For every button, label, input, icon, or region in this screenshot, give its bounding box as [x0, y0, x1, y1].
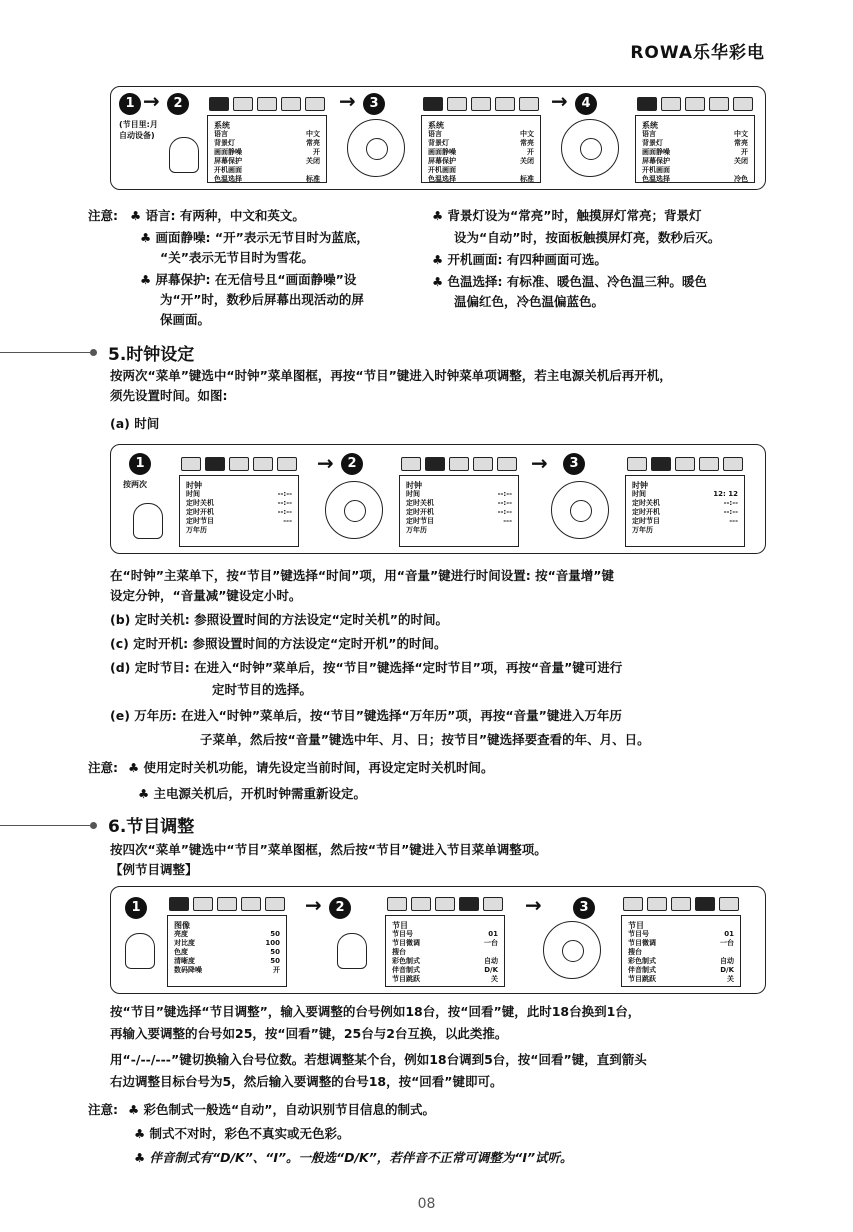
remote-icon: [347, 119, 405, 177]
arrow-icon: →: [525, 893, 542, 917]
note-item: “关”表示无节目时为雪花。: [160, 250, 314, 265]
hand-icon: [169, 137, 199, 173]
note-item: 保画面。: [160, 312, 211, 327]
arrow-icon: →: [531, 451, 548, 475]
step-2-icon: 2: [329, 897, 351, 919]
brand-logo: ROWA乐华彩电: [630, 43, 765, 63]
arrow-icon: →: [143, 89, 160, 113]
menu-screen-3: 节目 节目号 节目微调 搜台 彩色制式 伴音制式 节目跳跃 01 一台 自动 D/K 关: [621, 915, 741, 987]
arrow-icon: →: [339, 89, 356, 113]
note-item: ♣ 伴音制式有“D/K”、“I”。一般选“D/K”，若伴音不正常可调整为“I”试听。: [134, 1150, 573, 1165]
paragraph: (b) 定时关机: 参照设置时间的方法设定“定时关机”的时间。: [110, 612, 449, 627]
paragraph: 在“时钟”主菜单下，按“节目”键选择“时间”项，用“音量”键进行时间设置: 按“音量增”键: [110, 568, 615, 583]
step-3-icon: 3: [563, 453, 585, 475]
paragraph: 右边调整目标台号为5，然后输入要调整的台号18，按“回看”键即可。: [110, 1074, 503, 1089]
clock-menu-panel: [110, 444, 766, 554]
menu-icons: [637, 97, 753, 111]
step-3-icon: 3: [573, 897, 595, 919]
note-item: ♣ 开机画面: 有四种画面可选。: [432, 252, 607, 267]
section-5-title: 5.时钟设定: [108, 345, 195, 365]
menu-screen-1: 图像 亮度 对比度 色度 清晰度 数码降噪 50 100 50 50 开: [167, 915, 287, 987]
step-3-icon: 3: [363, 93, 385, 115]
step-1-icon: 1: [119, 93, 141, 115]
arrow-icon: →: [317, 451, 334, 475]
program-menu-panel: [110, 886, 766, 994]
section-dot-icon: [90, 822, 97, 829]
menu-screen-3: 时钟 时间 定时关机 定时开机 定时节目 万年历 12: 12 --:-- --:-- ---: [625, 475, 745, 547]
subsection-a: (a) 时间: [110, 416, 160, 431]
section-6-intro: 按四次“菜单”键选中“节目”菜单图框，然后按“节目”键进入节目菜单调整项。: [110, 842, 547, 857]
step-1-icon: 1: [125, 897, 147, 919]
note-item: ♣ 彩色制式一般选“自动”，自动识别节目信息的制式。: [128, 1102, 435, 1117]
paragraph: 再输入要调整的台号如25，按“回看”键，25台与2台互换，以此类推。: [110, 1026, 508, 1041]
note-item: 温偏红色，冷色温偏蓝色。: [454, 294, 605, 309]
menu-screen-2: 系统 语言 背景灯 画面静噪 屏幕保护 开机画面 色温选择 中文 常亮 开 关闭 标准: [421, 115, 541, 183]
hand-icon: [337, 933, 367, 969]
menu-screen-2: 时钟 时间 定时关机 定时开机 定时节目 万年历 --:-- --:-- --:-- ---: [399, 475, 519, 547]
step-label: 按两次: [123, 480, 147, 489]
menu-icons: [627, 457, 743, 471]
system-menu-panel: [110, 86, 766, 190]
menu-icons: [209, 97, 325, 111]
section-5-intro: 按两次“菜单”键选中“时钟”菜单图框，再按“节目”键进入时钟菜单项调整，若主电源关机后再开机，: [110, 368, 672, 383]
remote-icon: [543, 921, 601, 979]
note-item: ♣ 使用定时关机功能，请先设定当前时间，再设定定时关机时间。: [128, 760, 494, 775]
menu-screen-3: 系统 语言 背景灯 画面静噪 屏幕保护 开机画面 色温选择 中文 常亮 开 关闭 冷色: [635, 115, 755, 183]
note-label: 注意:: [88, 1102, 118, 1117]
paragraph: 用“-/--/---”键切换输入台号位数。若想调整某个台，例如18台调到5台，按“回看”键，直到箭头: [110, 1052, 647, 1067]
note-item: 设为“自动”时，按面板触摸屏灯亮，数秒后灭。: [454, 230, 721, 245]
paragraph: 定时节目的选择。: [212, 682, 313, 697]
paragraph: (e) 万年历: 在进入“时钟”菜单后，按“节目”键选择“万年历”项，再按“音量”键进入万年历: [110, 708, 622, 723]
menu-icons: [169, 897, 285, 911]
remote-icon: [325, 481, 383, 539]
section-divider: [0, 825, 90, 826]
menu-icons: [423, 97, 539, 111]
section-6-title: 6.节目调整: [108, 817, 195, 837]
paragraph: (c) 定时开机: 参照设置时间的方法设定“定时开机”的时间。: [110, 636, 447, 651]
menu-screen-1: 系统 语言 背景灯 画面静噪 屏幕保护 开机画面 色温选择 中文 常亮 开 关闭 标准: [207, 115, 327, 183]
note-item: ♣ 色温选择: 有标准、暖色温、冷色温三种。暖色: [432, 274, 707, 289]
remote-icon: [551, 481, 609, 539]
menu-icons: [401, 457, 517, 471]
paragraph: 子菜单，然后按“音量”键选中年、月、日；按节目”键选择要查看的年、月、日。: [200, 732, 650, 747]
menu-icons: [387, 897, 503, 911]
subsection-example: 【例节目调整】: [110, 862, 198, 877]
note-item: ♣ 背景灯设为“常亮”时，触摸屏灯常亮；背景灯: [432, 208, 702, 223]
step-2-icon: 2: [341, 453, 363, 475]
note-item: ♣ 屏幕保护: 在无信号且“画面静噪”设: [140, 272, 357, 287]
menu-icons: [623, 897, 739, 911]
section-5-intro: 须先设置时间。如图:: [110, 388, 228, 403]
step-1-icon: 1: [129, 453, 151, 475]
step-label: (节目里:月 自动设备): [119, 120, 158, 140]
note-item: ♣ 主电源关机后，开机时钟需重新设定。: [138, 786, 367, 801]
paragraph: 按“节目”键选择“节目调整”，输入要调整的台号例如18台，按“回看”键，此时18台换到1台，: [110, 1004, 641, 1019]
note-item: ♣ 画面静噪: “开”表示无节目时为蓝底，: [140, 230, 369, 245]
paragraph: (d) 定时节目: 在进入“时钟”菜单后，按“节目”键选择“定时节目”项，再按“音量”键可进行: [110, 660, 623, 675]
remote-icon: [561, 119, 619, 177]
note-label: 注意:: [88, 208, 118, 223]
page-number: 08: [417, 1196, 436, 1212]
paragraph: 设定分钟，“音量减”键设定小时。: [110, 588, 302, 603]
note-item: ♣ 语言: 有两种，中文和英文。: [130, 208, 305, 223]
note-item: ♣ 制式不对时，彩色不真实或无色彩。: [134, 1126, 350, 1141]
section-dot-icon: [90, 349, 97, 356]
menu-screen-1: 时钟 时间 定时关机 定时开机 定时节目 万年历 --:-- --:-- --:-- ---: [179, 475, 299, 547]
hand-icon: [125, 933, 155, 969]
arrow-icon: →: [305, 893, 322, 917]
note-label: 注意:: [88, 760, 118, 775]
step-4-icon: 4: [575, 93, 597, 115]
menu-screen-2: 节目 节目号 节目微调 搜台 彩色制式 伴音制式 节目跳跃 01 一台 自动 D/K 关: [385, 915, 505, 987]
section-divider: [0, 352, 90, 353]
note-item: 为“开”时，数秒后屏幕出现活动的屏: [160, 292, 364, 307]
step-2-icon: 2: [167, 93, 189, 115]
hand-icon: [133, 503, 163, 539]
menu-icons: [181, 457, 297, 471]
arrow-icon: →: [551, 89, 568, 113]
